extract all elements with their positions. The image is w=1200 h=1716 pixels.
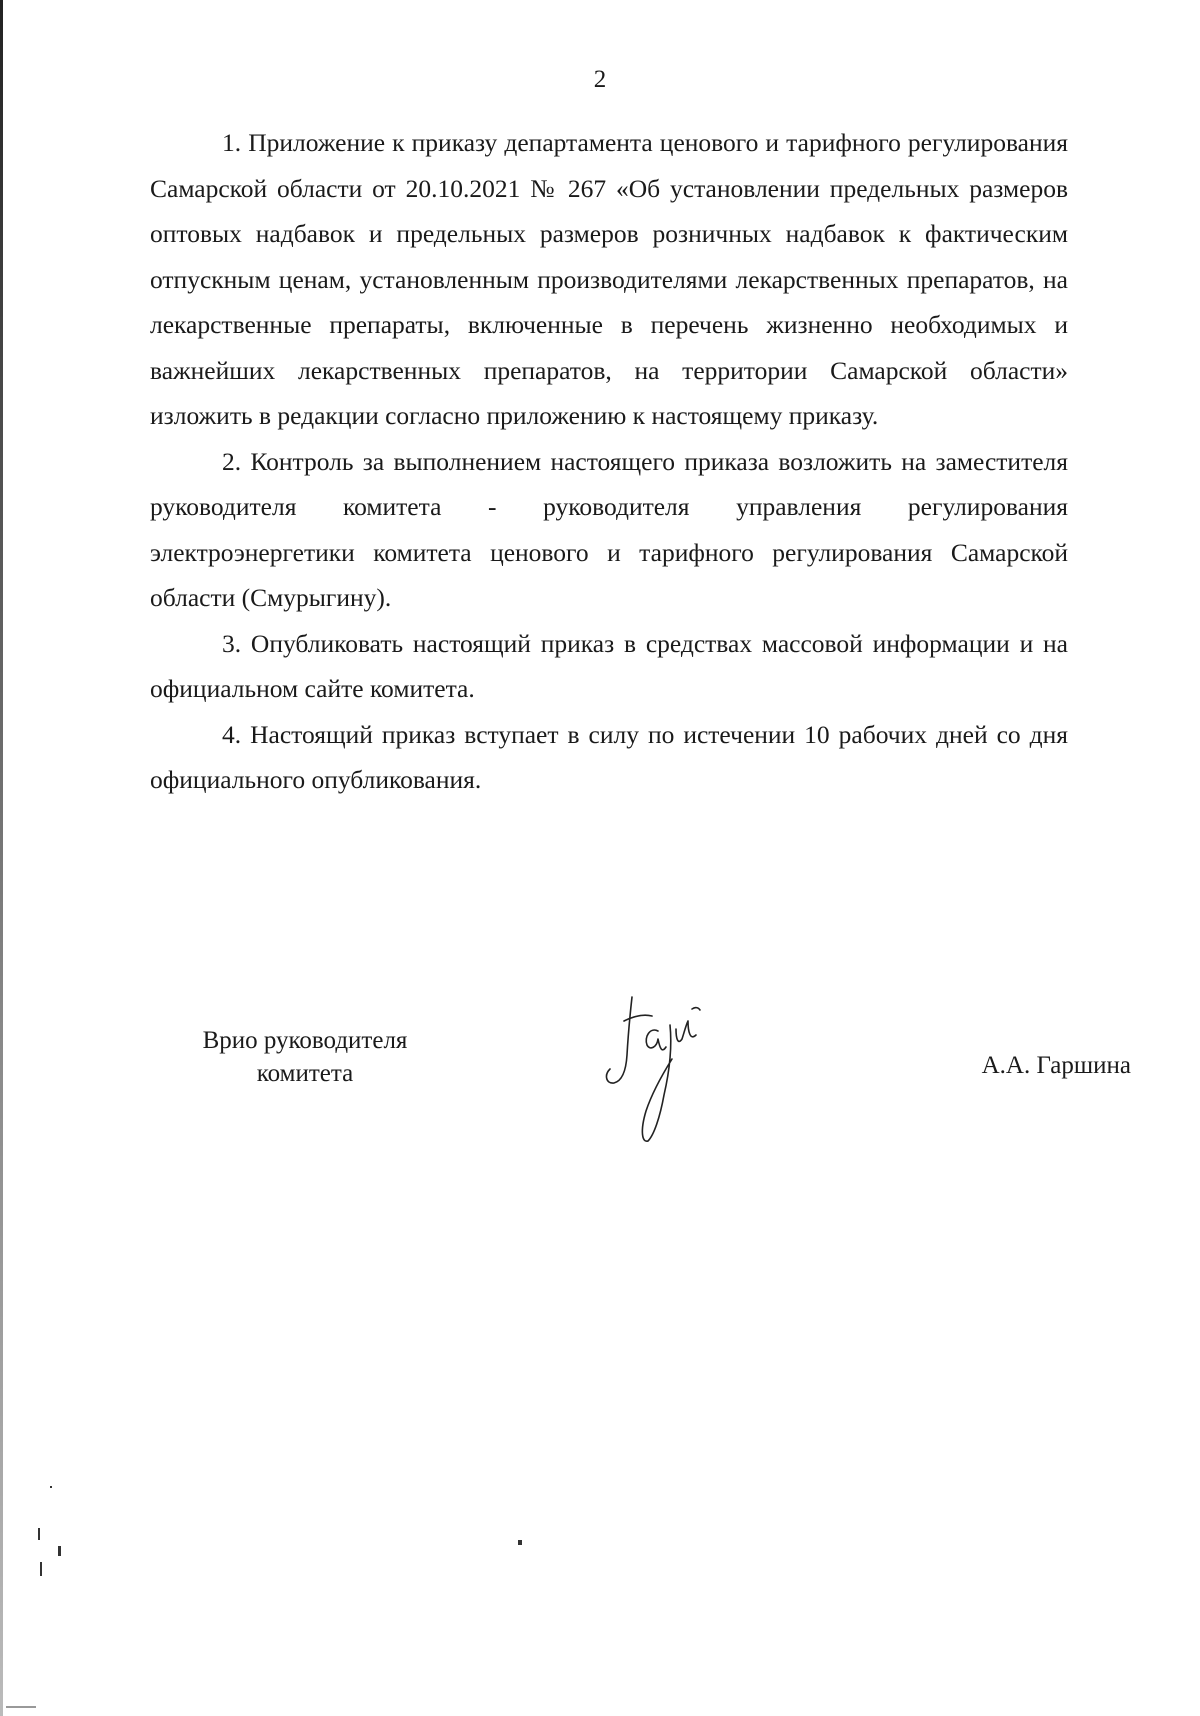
- signatory-title-line-2: комитета: [256, 1060, 354, 1087]
- paragraph-1: 1. Приложение к приказу департамента ценового и тарифного регулирования Самарской области от 20.10.2021 № 267 «Об установлении предельных размеров оптовых надбавок и предельных размеров розничных надбавок к фактическим отпускным ценам, установленным производителями лекарственных препаратов, на лекарственные препараты, включенные в перечень жизненно необходимых и важнейших лекарственных препаратов, на территории Самарской области» изложить в редакции согласно приложению к настоящему приказу.: [150, 128, 1068, 430]
- scan-speck: [6, 1706, 36, 1708]
- scan-speck: [58, 1546, 61, 1556]
- order-body: [150, 120, 1068, 803]
- signatory-title: [170, 1024, 440, 1090]
- page-number: 2: [593, 66, 607, 93]
- scan-edge: [0, 0, 3, 1716]
- handwritten-signature: [600, 985, 710, 1145]
- signer-name: А.А. Гаршина: [981, 1052, 1131, 1079]
- paragraph-4: 4. Настоящий приказ вступает в силу по истечении 10 рабочих дней со дня официального опубликования.: [150, 719, 1068, 794]
- scan-speck: [518, 1540, 522, 1545]
- scan-speck: [38, 1528, 40, 1540]
- paragraph-3: 3. Опубликовать настоящий приказ в средствах массовой информации и на официальном сайте комитета.: [150, 628, 1068, 703]
- signatory-title-line-1: Врио руководителя: [202, 1027, 408, 1054]
- scan-speck: [40, 1562, 42, 1576]
- paragraph-2: 2. Контроль за выполнением настоящего приказа возложить на заместителя руководителя комитета - руководителя управления регулирования электроэнергетики комитета ценового и тарифного регулирования Самарской области (Смурыгину).: [150, 446, 1068, 612]
- scan-speck: [50, 1486, 52, 1488]
